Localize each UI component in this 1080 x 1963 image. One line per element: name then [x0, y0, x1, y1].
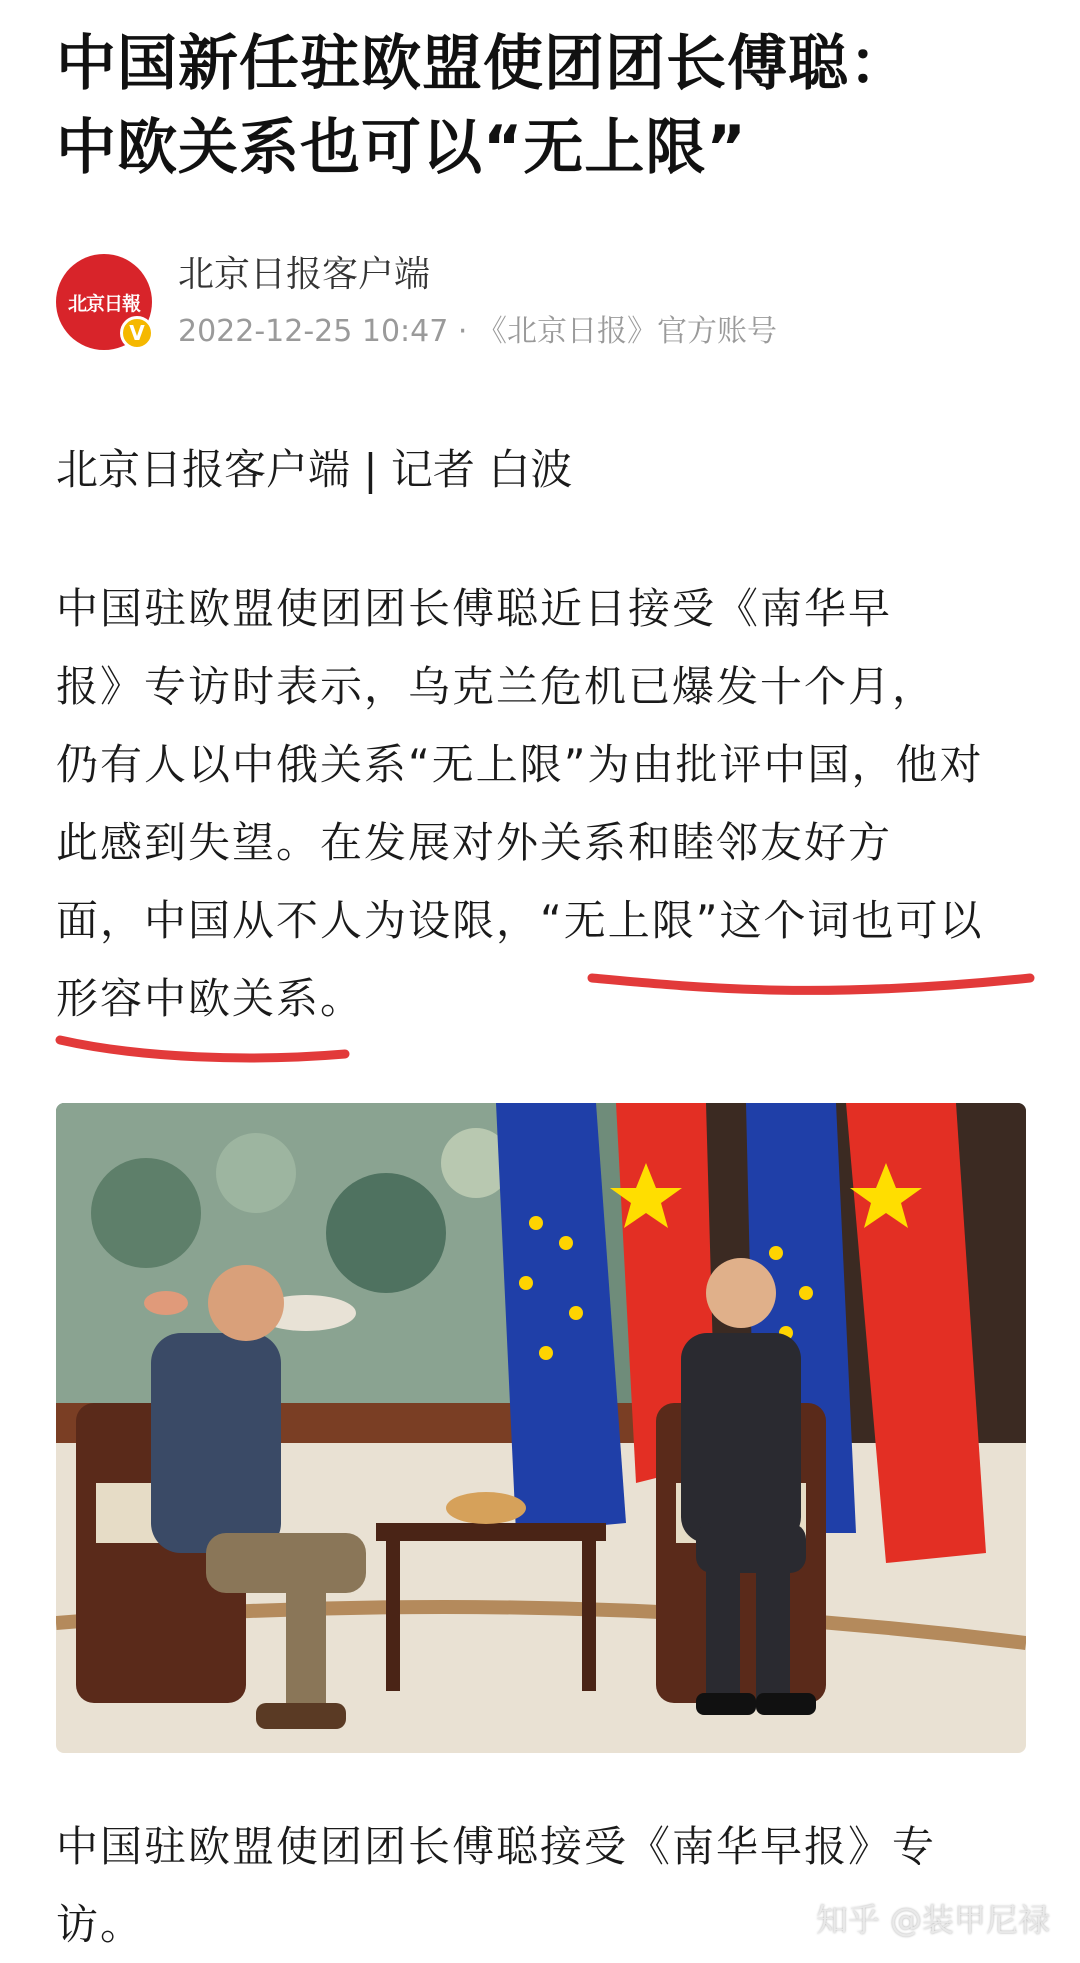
author-meta: 2022-12-25 10:47 · 《北京日报》官方账号 — [178, 314, 777, 349]
byline: 北京日报客户端 | 记者 白波 — [56, 445, 573, 494]
photo-caption-line-1: 中国驻欧盟使团团长傅聪接受《南华早报》专 — [56, 1822, 937, 1871]
article-title — [56, 22, 1036, 190]
article-title-line-1: 中国新任驻欧盟使团团长傅聪： — [56, 29, 910, 99]
red-underline-mark-2 — [60, 1040, 345, 1058]
paragraph-line: 中国驻欧盟使团团长傅聪近日接受《南华早 — [56, 584, 893, 633]
paragraph-line: 报》专访时表示，乌克兰危机已爆发十个月， — [56, 662, 937, 711]
watermark: 知乎 @装甲尼禄 — [815, 1901, 1050, 1939]
paragraph-line: 仍有人以中俄关系“无上限”为由批评中国，他对 — [56, 740, 984, 789]
author-row[interactable] — [56, 250, 1036, 360]
photo-illustration — [56, 1103, 1026, 1753]
paragraph-line: 此感到失望。在发展对外关系和睦邻友好方 — [56, 818, 893, 867]
avatar-logo-text: 北京日報 — [67, 292, 140, 315]
paragraph-line: 面，中国从不人为设限，“无上限”这个词也可以 — [56, 896, 984, 945]
article-title-line-2: 中欧关系也可以“无上限” — [56, 113, 747, 183]
author-name[interactable]: 北京日报客户端 — [178, 254, 431, 295]
article-paragraph — [56, 570, 1041, 1038]
paragraph-line: 形容中欧关系。 — [56, 974, 365, 1023]
verified-badge-icon: V — [120, 316, 154, 350]
photo-caption-line-2: 访。 — [56, 1900, 145, 1949]
article-photo[interactable] — [56, 1103, 1026, 1753]
